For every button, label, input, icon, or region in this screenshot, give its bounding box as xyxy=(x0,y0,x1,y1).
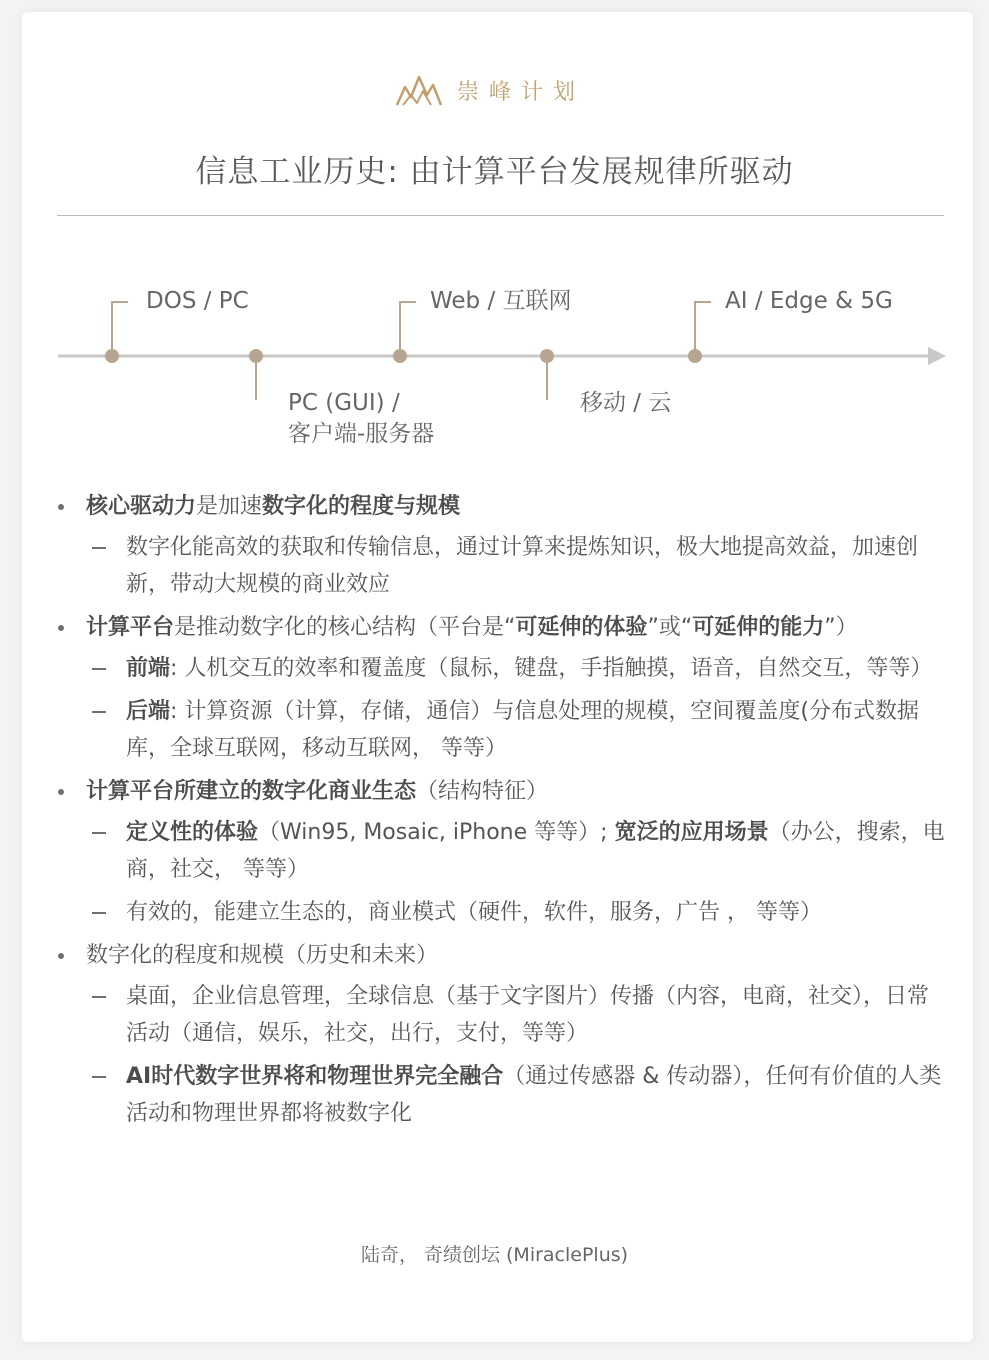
sub-bullet-item xyxy=(0,894,989,931)
sub-bullet-bold: 前端 xyxy=(126,656,171,681)
bullet-bold: 可延伸的能力 xyxy=(692,615,825,640)
bullet-bold: 计算平台 xyxy=(86,615,175,640)
timeline-arrow-icon xyxy=(928,347,946,365)
sub-bullet-item xyxy=(0,978,989,1052)
era-connector-mobile xyxy=(547,356,563,400)
sub-bullet-text: （Win95, Mosaic, iPhone 等等）; xyxy=(258,820,615,845)
bullet-list xyxy=(0,488,989,1138)
sub-bullet-text: : 人机交互的效率和覆盖度（鼠标，键盘，手指触摸，语音，自然交互，等等） xyxy=(170,656,933,681)
era-connector-web xyxy=(400,302,416,356)
era-dot-mobile xyxy=(540,349,554,363)
brand-logo xyxy=(395,68,585,112)
era-label-web: Web / 互联网 xyxy=(430,288,572,314)
bullet-bold: 可延伸的体验 xyxy=(515,615,648,640)
sub-bullet-bold: 定义性的体验 xyxy=(126,820,259,845)
era-label-ai: AI / Edge & 5G xyxy=(725,288,893,314)
sub-bullet-text: 桌面，企业信息管理，全球信息（基于文字图片）传播（内容，电商，社交），日常活动（通信，娱乐，社交，出行，支付，等等） xyxy=(126,984,930,1046)
era-dot-web xyxy=(393,349,407,363)
era-label-gui-line2: 客户端-服务器 xyxy=(288,421,435,447)
era-dot-dos xyxy=(105,349,119,363)
sub-bullet-bold: AI时代数字世界将和物理世界完全融合 xyxy=(126,1064,504,1089)
bullet-item xyxy=(0,609,989,646)
bullet-text: （结构特征） xyxy=(416,779,549,804)
era-label-mobile: 移动 / 云 xyxy=(580,390,672,416)
footer-credit: 陆奇， 奇绩创坛 (MiraclePlus) xyxy=(360,1244,629,1266)
sub-bullet-text: （办公，搜索，电商，社交， 等等） xyxy=(126,820,945,882)
brand-name: 崇峰计划 xyxy=(457,79,586,105)
era-connector-dos xyxy=(112,302,128,356)
sub-bullet-text: 数字化能高效的获取和传输信息，通过计算来提炼知识，极大地提高效益，加速创新，带动大规模的商业效应 xyxy=(126,535,919,597)
era-label-gui-line1: PC (GUI) / xyxy=(288,390,400,416)
sub-bullet-text: 有效的，能建立生态的，商业模式（硬件，软件，服务，广告 ， 等等） xyxy=(126,900,822,925)
bullet-text: 是加速 xyxy=(196,494,263,519)
bullet-text: ”或“ xyxy=(647,615,693,640)
bullet-text: ”） xyxy=(824,615,858,640)
era-dot-gui xyxy=(249,349,263,363)
page-title: 信息工业历史: 由计算平台发展规律所驱动 xyxy=(195,154,794,190)
era-dot-ai xyxy=(688,349,702,363)
mountain-logo-icon xyxy=(395,73,451,107)
bullet-item xyxy=(0,773,989,810)
era-label-dos: DOS / PC xyxy=(146,288,249,314)
sub-bullet-item xyxy=(0,693,989,767)
era-connector-gui xyxy=(256,356,272,400)
sub-bullet-bold: 后端 xyxy=(126,699,171,724)
bullet-item xyxy=(0,937,989,974)
sub-bullet-bold: 宽泛的应用场景 xyxy=(614,820,769,845)
bullet-bold: 核心驱动力 xyxy=(86,494,197,519)
bullet-bold: 数字化的程度与规模 xyxy=(262,494,461,519)
era-connector-ai xyxy=(695,302,711,356)
sub-bullet-text: （通过传感器 & 传动器），任何有价值的人类活动和物理世界都将被数字化 xyxy=(126,1064,942,1126)
sub-bullet-item xyxy=(0,814,989,888)
sub-bullet-item xyxy=(0,1058,989,1132)
bullet-item xyxy=(0,488,989,525)
bullet-text: 是推动数字化的核心结构（平台是“ xyxy=(174,615,516,640)
title-divider xyxy=(57,215,944,216)
sub-bullet-text: : 计算资源（计算，存储，通信）与信息处理的规模，空间覆盖度(分布式数据库，全球互联网，移动互联网， 等等） xyxy=(126,699,920,761)
bullet-bold: 计算平台所建立的数字化商业生态 xyxy=(86,779,417,804)
bullet-text: 数字化的程度和规模（历史和未来） xyxy=(86,943,439,968)
sub-bullet-item xyxy=(0,529,989,603)
sub-bullet-item xyxy=(0,650,989,687)
